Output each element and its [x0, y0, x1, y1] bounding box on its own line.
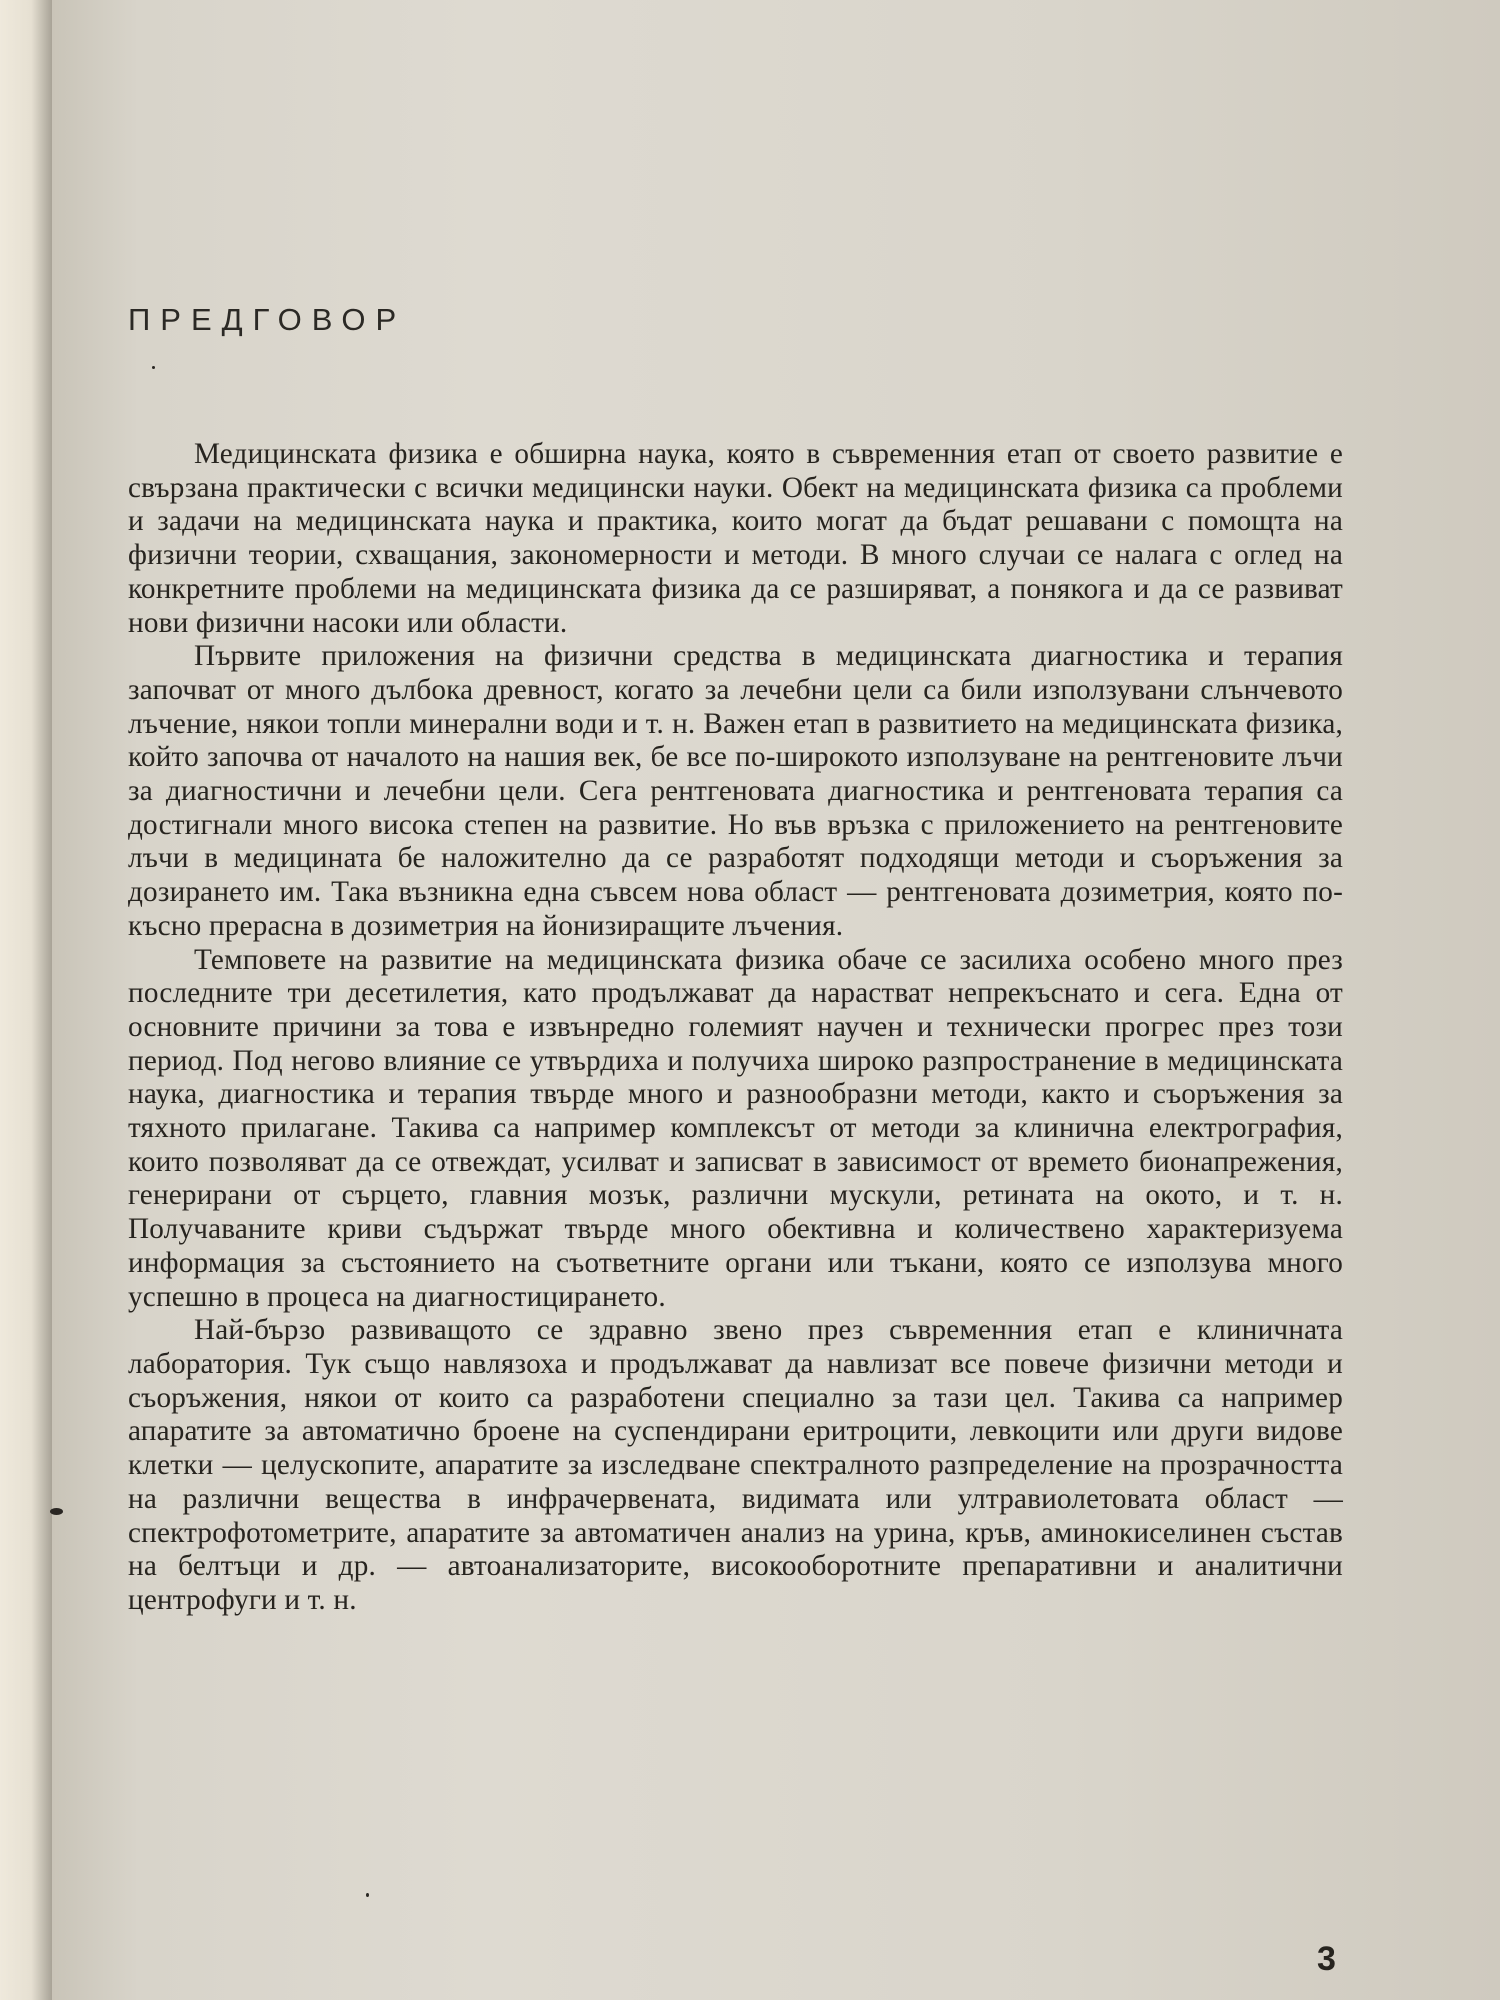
page-edge [0, 0, 52, 2000]
paragraph-3: Темповете на развитие на медицинската физика обаче се засилиха особено много през последните три десетилетия, като продължават да нарастват непрекъснато и сега. Една от основните причини за това е извънредно големият научен и технически прогрес през този период. Под негово влияние се утвърдиха и получиха широко разпространение в медицинската наука, диагностика и терапия твърде много и разнообразни методи, както и съоръжения за тяхното прилагане. Такива са например комплексът от методи за клинична електрография, които позволяват да се отвеждат, усилват и записват в зависимост от времето бионапрежения, генерирани от сърцето, главния мозък, различни мускули, ретината на окото, и т. н. Получаваните криви съдържат твърде много обективна и количествено характеризуема информация за състоянието на съответните органи или тъкани, която се използува много успешно в процеса на диагностицирането. [128, 943, 1343, 1313]
ink-speck [152, 366, 155, 369]
page-heading: ПРЕДГОВОР [128, 302, 407, 337]
margin-ink-mark [50, 1508, 63, 1515]
paragraph-1: Медицинската физика е обширна наука, която в съвременния етап от своето развитие е свързана практически с всички медицински науки. Обект на медицинската физика са проблеми и задачи на медицинската наука и практика, които могат да бъдат решавани с помощта на физични теории, схващания, закономерности и методи. В много случаи се налага с оглед на конкретните проблеми на медицинската физика да се разширяват, а понякога и да се развиват нови физични насоки или области. [128, 438, 1343, 639]
paragraph-4: Най-бързо развиващото се здравно звено през съвременния етап е клиничната лаборатория. Тук също навлязоха и продължават да навлизат все повече физични методи и съоръжения, някои от които са разработени специално за тази цел. Такива са например апаратите за автоматично броене на суспендирани еритроцити, левкоцити или други видове клетки — целускопите, апаратите за изследване спектралното разпределение на прозрачността на различни вещества в инфрачервената, видимата или ултравиолетовата област — спектрофотометрите, апаратите за автоматичен анализ на урина, кръв, аминокиселинен състав на белтъци и др. — автоанализаторите, високооборотните препаративни и аналитични центрофуги и т. н. [128, 1314, 1343, 1616]
page-number: 3 [1317, 1940, 1336, 1978]
body-text [128, 438, 1343, 1618]
paragraph-2: Първите приложения на физични средства в медицинската диагностика и терапия започват от много дълбока древност, когато за лечебни цели са били използувани слънчевото лъчение, някои топли минерални води и т. н. Важен етап в развитието на медицинската физика, който започва от началото на нашия век, бе все по-широкото използуване на рентгеновите лъчи за диагностични и лечебни цели. Сега рентгеновата диагностика и рентгеновата терапия са достигнали много висока степен на развитие. Но във връзка с приложението на рентгеновите лъчи в медицината бе наложително да се разработят подходящи методи и съоръжения за дозирането им. Така възникна една съвсем нова област — рентгеновата дозиметрия, която по-късно прерасна в дозиметрия на йонизиращите лъчения. [128, 640, 1343, 942]
ink-speck [366, 1893, 369, 1897]
